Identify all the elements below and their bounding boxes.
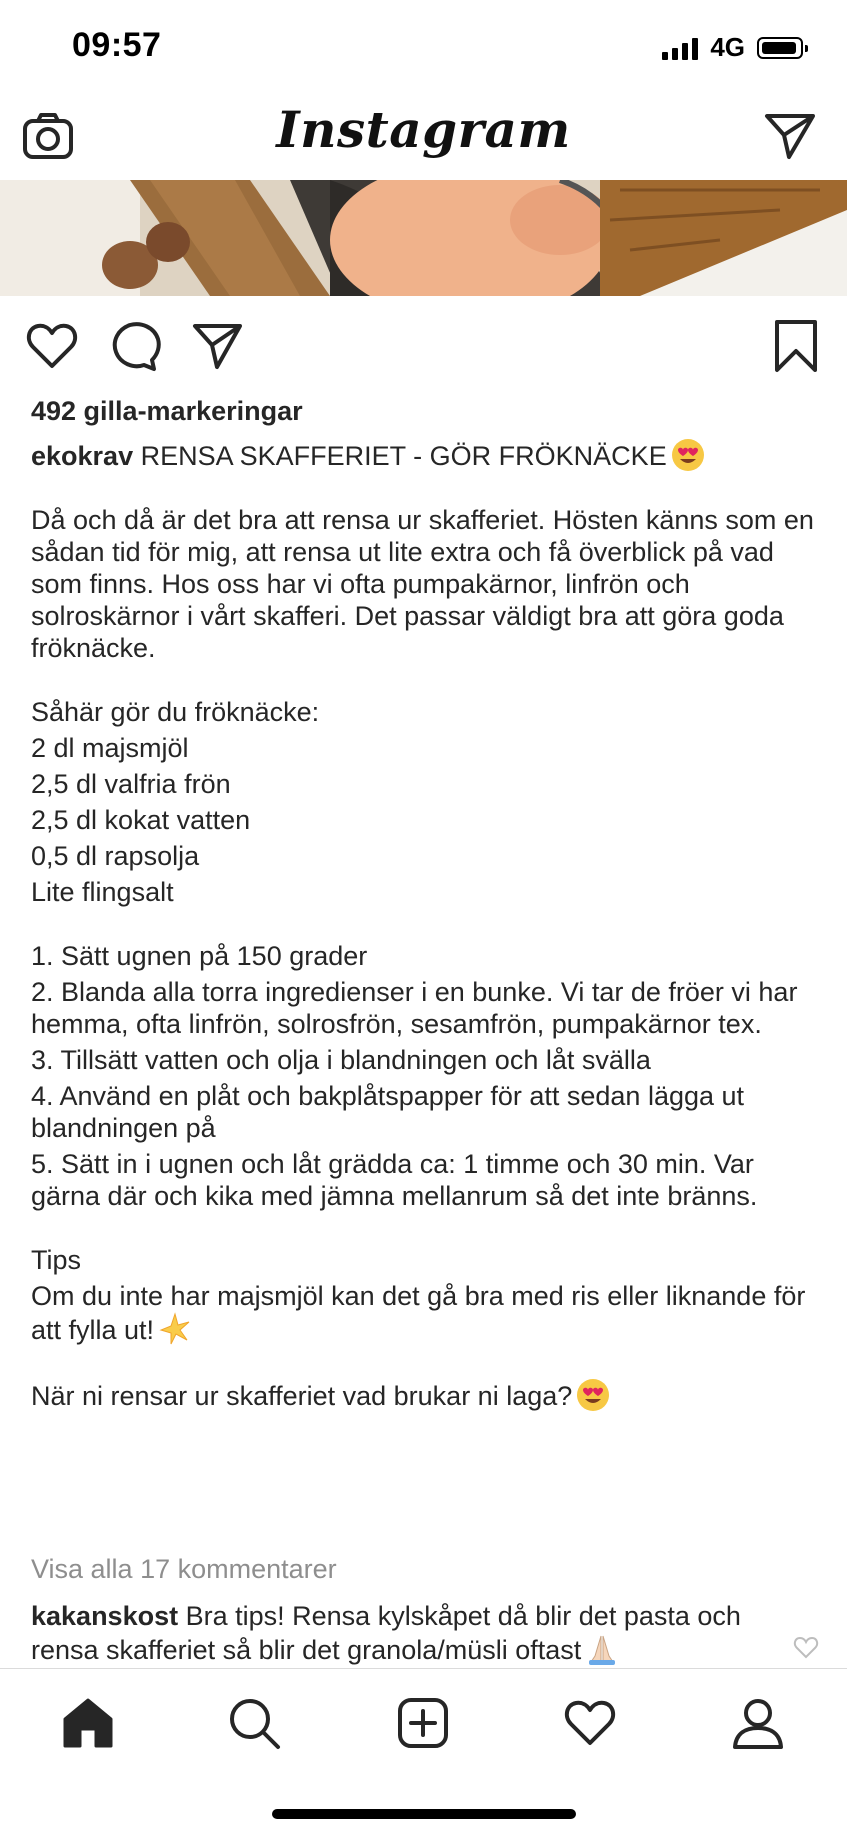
profile-icon[interactable] <box>730 1695 786 1751</box>
ingredient-item: 2 dl majsmjöl <box>31 733 189 763</box>
post-photo[interactable] <box>0 180 847 296</box>
sparkle-star-emoji-icon <box>158 1312 192 1346</box>
step-item: 1. Sätt ugnen på 150 grader <box>31 941 368 971</box>
caption-intro: Då och då är det bra att rensa ur skafferiet. Hösten känns som en sådan tid för mig, att rensa ut lite extra och få överblick på vad som finns. Hos oss har vi ofta pumpakärnor, linfrön och solroskärnor i vårt skafferi. Det passar väldigt bra att göra goda fröknäcke. <box>31 505 822 663</box>
bookmark-icon[interactable] <box>768 318 824 374</box>
step-item: 3. Tillsätt vatten och olja i blandningen och låt svälla <box>31 1045 651 1075</box>
view-all-comments-link[interactable]: Visa alla 17 kommentarer <box>31 1554 337 1584</box>
post-photo-image <box>0 180 847 296</box>
status-indicators <box>662 32 803 63</box>
home-indicator[interactable] <box>272 1809 576 1819</box>
ingredient-item: Lite flingsalt <box>31 877 174 907</box>
activity-heart-icon[interactable] <box>562 1695 618 1751</box>
post-actions <box>0 300 847 394</box>
comment-icon[interactable] <box>108 318 164 374</box>
heart-eyes-emoji-icon <box>671 438 705 472</box>
tips-text: Om du inte har majsmjöl kan det gå bra med ris eller liknande för att fylla ut! <box>31 1281 813 1345</box>
ingredient-item: 0,5 dl rapsolja <box>31 841 200 871</box>
battery-icon <box>757 37 803 59</box>
home-icon[interactable] <box>60 1695 116 1751</box>
comment-item <box>31 1600 791 1666</box>
network-label: 4G <box>710 32 745 62</box>
post-caption <box>31 438 821 1412</box>
app-header <box>0 92 847 180</box>
status-bar <box>0 0 847 92</box>
ingredients-title: Såhär gör du fröknäcke: <box>31 697 320 727</box>
share-icon[interactable] <box>190 318 246 374</box>
signal-icon <box>662 36 698 60</box>
status-time: 09:57 <box>72 26 162 64</box>
comment-username[interactable]: kakanskost <box>31 1601 179 1631</box>
direct-message-icon[interactable] <box>763 110 817 162</box>
step-item: 5. Sätt in i ugnen och låt grädda ca: 1 timme och 30 min. Var gärna där och kika med jämna mellanrum så det inte bränns. <box>31 1149 762 1211</box>
caption-username[interactable]: ekokrav <box>31 441 134 471</box>
new-post-icon[interactable] <box>395 1695 451 1751</box>
ingredient-item: 2,5 dl valfria frön <box>31 769 231 799</box>
likes-count[interactable]: 492 gilla-markeringar <box>31 396 303 426</box>
tips-title: Tips <box>31 1245 82 1275</box>
comment-like-heart-icon[interactable] <box>793 1636 819 1660</box>
caption-headline: RENSA SKAFFERIET - GÖR FRÖKNÄCKE <box>140 441 667 471</box>
step-item: 2. Blanda alla torra ingredienser i en bunke. Vi tar de fröer vi har hemma, ofta linfrön, solrosfrön, sesamfrön, pumpakärnor tex. <box>31 977 805 1039</box>
caption-question: När ni rensar ur skafferiet vad brukar ni laga? <box>31 1381 573 1411</box>
instagram-logo: Instagram <box>276 100 571 159</box>
step-item: 4. Använd en plåt och bakplåtspapper för att sedan lägga ut blandningen på <box>31 1081 752 1143</box>
heart-icon[interactable] <box>24 318 80 374</box>
ingredient-item: 2,5 dl kokat vatten <box>31 805 251 835</box>
heart-eyes-emoji-icon <box>576 1378 610 1412</box>
comment-text: Bra tips! Rensa kylskåpet då blir det pasta och rensa skafferiet så blir det granola/müsli oftast <box>31 1601 741 1665</box>
search-icon[interactable] <box>226 1695 282 1751</box>
bottom-nav <box>0 1668 847 1834</box>
folded-hands-emoji-icon <box>585 1632 619 1666</box>
